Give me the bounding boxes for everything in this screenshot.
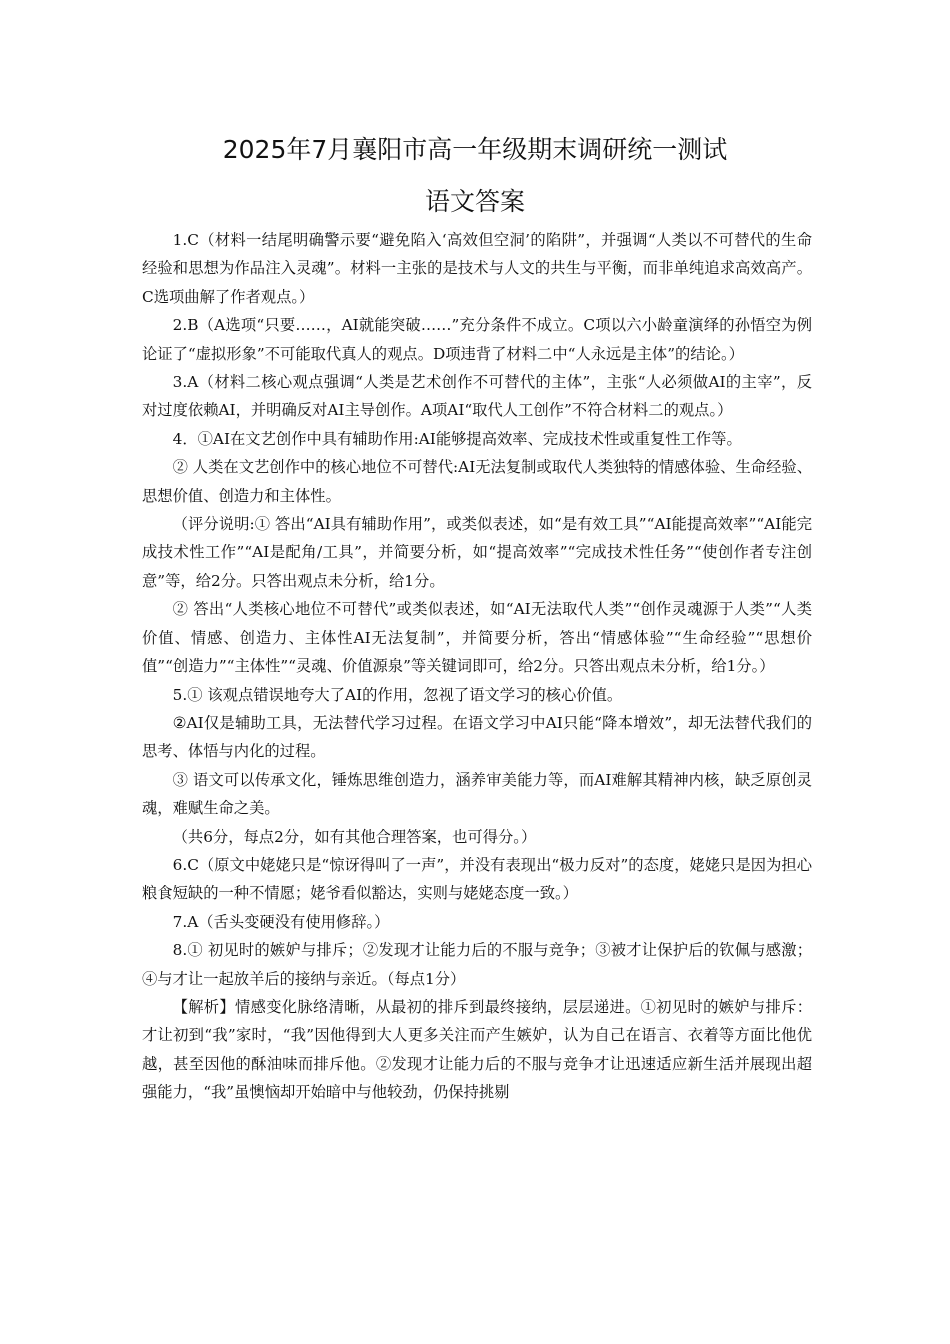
answer-paragraph-2: 2.B（A选项“只要……，AI就能突破……”充分条件不成立。C项以六小龄童演绎的孙悟空为例论证了“虚拟形象”不可能取代真人的观点。D项违背了材料二中“人永远是主体”的结论。） (142, 316, 812, 363)
answer-paragraph-13: 7.A（舌头变硬没有使用修辞。） (172, 912, 390, 931)
document-title: 2025年7月襄阳市高一年级期末调研统一测试 (222, 135, 728, 164)
answer-paragraph-5: ② 人类在文艺创作中的核心地位不可替代:AI无法复制或取代人类独特的情感体验、生命经验、思想价值、创造力和主体性。 (142, 458, 812, 505)
answer-paragraph-7: ② 答出“人类核心地位不可替代”或类似表述，如“AI无法取代人类”“创作灵魂源于人类”“人类价值、情感、创造力、主体性AI无法复制”，并简要分析，答出“情感体验”“生命经验”“思想价值”“创造力”“主体性”“灵魂、价值源泉”等关键词即可，给2分。只答出观点未分析，给1分。） (142, 600, 812, 676)
answer-paragraph-1: 1.C（材料一结尾明确警示要“避免陷入‘高效但空洞’的陷阱”，并强调“人类以不可替代的生命经验和思想为作品注入灵魂”。材料一主张的是技术与人文的共生与平衡，而非单纯追求高效高产。C选项曲解了作者观点。） (142, 231, 812, 306)
answer-paragraph-6: （评分说明:① 答出“AI具有辅助作用”，或类似表述，如“是有效工具”“AI能提高效率”“AI能完成技术性工作”“AI是配角/工具”，并简要分析，如“提高效率”“完成技术性任务”“使创作者专注创意”等，给2分。只答出观点未分析，给1分。 (142, 515, 812, 590)
document-subtitle: 语文答案 (424, 187, 525, 216)
answer-paragraph-10: ③ 语文可以传承文化，锤炼思维创造力，涵养审美能力等，而AI难解其精神内核，缺乏原创灵魂，难赋生命之美。 (142, 770, 812, 818)
answer-paragraph-3: 3.A（材料二核心观点强调“人类是艺术创作不可替代的主体”，主张“人必须做AI的主宰”，反对过度依赖AI，并明确反对AI主导创作。A项AI“取代人工创作”不符合材料二的观点。） (142, 373, 812, 420)
answer-paragraph-4: 4．①AI在文艺创作中具有辅助作用:AI能够提高效率、完成技术性或重复性工作等。 (172, 429, 742, 448)
answer-paragraph-11: （共6分，每点2分，如有其他合理答案，也可得分。） (172, 827, 537, 846)
answer-paragraph-9: ②AI仅是辅助工具，无法替代学习过程。在语文学习中AI只能“降本增效”，却无法替代我们的思考、体悟与内化的过程。 (142, 713, 812, 761)
answer-paragraph-14: 8.① 初见时的嫉妒与排斥；②发现才让能力后的不服与竞争；③被才让保护后的钦佩与感激；④与才让一起放羊后的接纳与亲近。（每点1分） (142, 941, 812, 988)
answer-body (142, 226, 812, 1107)
answer-paragraph-8: 5.① 该观点错误地夸大了AI的作用，忽视了语文学习的核心价值。 (172, 685, 623, 704)
answer-paragraph-15: 【解析】情感变化脉络清晰，从最初的排斥到最终接纳，层层递进。①初见时的嫉妒与排斥：才让初到“我”家时，“我”因他得到大人更多关注而产生嫉妒，认为自己在语言、衣着等方面比他优越，甚至因他的酥油味而排斥他。②发现才让能力后的不服与竞争才让迅速适应新生活并展现出超强能力，“我”虽懊恼却开始暗中与他较劲，仍保持挑剔 (142, 997, 812, 1102)
answer-paragraph-12: 6.C（原文中姥姥只是“惊讶得叫了一声”，并没有表现出“极力反对”的态度，姥姥只是因为担心粮食短缺的一种不情愿；姥爷看似豁达，实则与姥姥态度一致。） (142, 855, 812, 903)
